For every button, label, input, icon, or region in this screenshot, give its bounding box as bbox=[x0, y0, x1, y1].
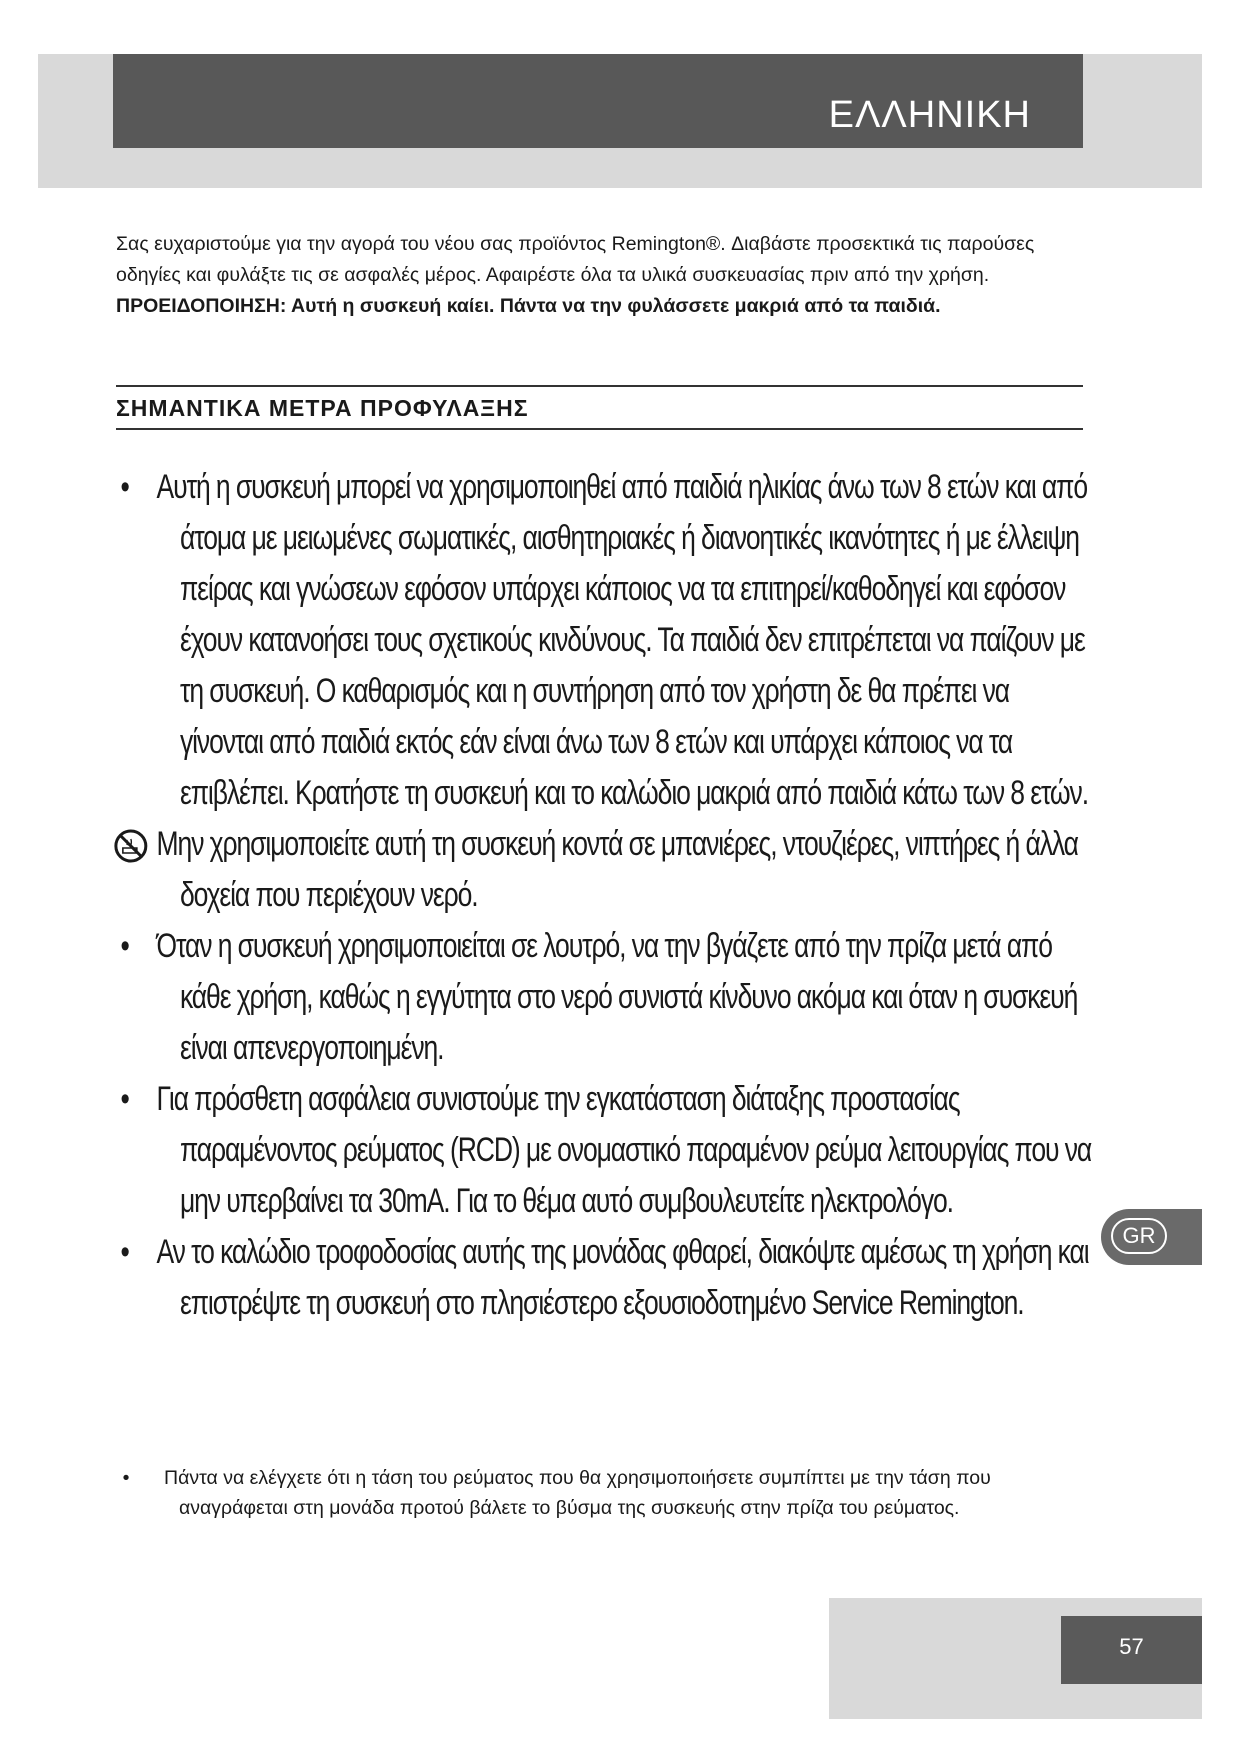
precautions-list bbox=[116, 462, 1095, 1329]
list-item-text: Μην χρησιμοποιείτε αυτή τη συσκευή κοντά σε μπανιέρες, ντουζιέρες, νιπτήρες ή άλλα δοχεία που περιέχουν νερό. bbox=[156, 825, 1078, 914]
list-item-text: Αν το καλώδιο τροφοδοσίας αυτής της μονάδας φθαρεί, διακόψτε αμέσως τη χρήση και επιστρέψτε τη συσκευή στο πλησιέστερο εξουσιοδοτημένο Service Remington. bbox=[156, 1233, 1089, 1322]
list-item bbox=[116, 1074, 1095, 1227]
bullet-marker: • bbox=[120, 1233, 129, 1271]
section-heading: ΣΗΜΑΝΤΙΚΑ ΜΕΤΡΑ ΠΡΟΦΥΛΑΞΗΣ bbox=[116, 395, 529, 421]
bullet-marker: • bbox=[122, 1467, 130, 1489]
header-title-bar bbox=[113, 54, 1083, 148]
page-title: ΕΛΛΗΝΙΚΗ bbox=[828, 94, 1031, 136]
list-item bbox=[116, 1227, 1095, 1329]
list-item bbox=[116, 921, 1095, 1074]
intro-paragraph bbox=[116, 229, 1076, 322]
page-number: 57 bbox=[1119, 1634, 1144, 1659]
intro-warning: ΠΡΟΕΙΔΟΠΟΙΗΣΗ: Αυτή η συσκευή καίει. Πάντα να την φυλάσσετε μακριά από τα παιδιά. bbox=[116, 295, 941, 317]
language-badge: GR bbox=[1111, 1218, 1167, 1254]
list-item-small bbox=[116, 1463, 1076, 1523]
intro-text: Σας ευχαριστούμε για την αγορά του νέου σας προϊόντος Remington®. Διαβάστε προσεκτικά τις παρούσες οδηγίες και φυλάξτε τις σε ασφαλές μέρος. Αφαιρέστε όλα τα υλικά συσκευασίας πριν από την χρήση. bbox=[116, 233, 1035, 286]
section-rule-bottom bbox=[116, 428, 1083, 430]
list-item bbox=[116, 819, 1095, 921]
list-item-text: Για πρόσθετη ασφάλεια συνιστούμε την εγκατάσταση διάταξης προστασίας παραμένοντος ρεύματος (RCD) με ονομαστικό παραμένον ρεύμα λειτουργίας που να μην υπερβαίνει τα 30mA. Για το θέμα αυτό συμβουλευτείτε ηλεκτρολόγο. bbox=[156, 1080, 1092, 1220]
list-item-text: Αυτή η συσκευή μπορεί να χρησιμοποιηθεί από παιδιά ηλικίας άνω των 8 ετών και από άτομα με μειωμένες σωματικές, αισθητηριακές ή διανοητικές ικανότητες ή με έλλειψη πείρας και γνώσεων εφόσον υπάρχει κάποιος να τα επιτηρεί/καθοδηγεί και εφόσον έχουν κατανοήσει τους σχετικούς κινδύνους. Τα παιδιά δεν επιτρέπεται να παίζουν με τη συσκευή. Ο καθαρισμός και η συντήρηση από τον χρήστη δε θα πρέπει να γίνονται από παιδιά εκτός εάν είναι άνω των 8 ετών και υπάρχει κάποιος να τα επιβλέπει. Κρατήστε τη συσκευή και το καλώδιο μακριά από παιδιά κάτω των 8 ετών. bbox=[156, 468, 1089, 812]
list-item bbox=[116, 462, 1095, 819]
list-item-text: Όταν η συσκευή χρησιμοποιείται σε λουτρό, να την βγάζετε από την πρίζα μετά από κάθε χρήση, καθώς η εγγύτητα στο νερό συνιστά κίνδυνο ακόμα και όταν η συσκευή είναι απενεργοποιημένη. bbox=[156, 927, 1078, 1067]
bullet-marker: • bbox=[120, 927, 129, 965]
bullet-marker: • bbox=[120, 1080, 129, 1118]
list-item-text: Πάντα να ελέγχετε ότι η τάση του ρεύματος που θα χρησιμοποιήσετε συμπίπτει με την τάση που αναγράφεται στη μονάδα προτού βάλετε το βύσμα της συσκευής στην πρίζα του ρεύματος. bbox=[164, 1467, 991, 1519]
no-water-icon bbox=[113, 828, 149, 864]
page-number-box bbox=[1061, 1616, 1202, 1684]
bullet-marker: • bbox=[120, 468, 129, 506]
section-rule-top bbox=[116, 385, 1083, 387]
language-tab bbox=[1101, 1209, 1202, 1265]
